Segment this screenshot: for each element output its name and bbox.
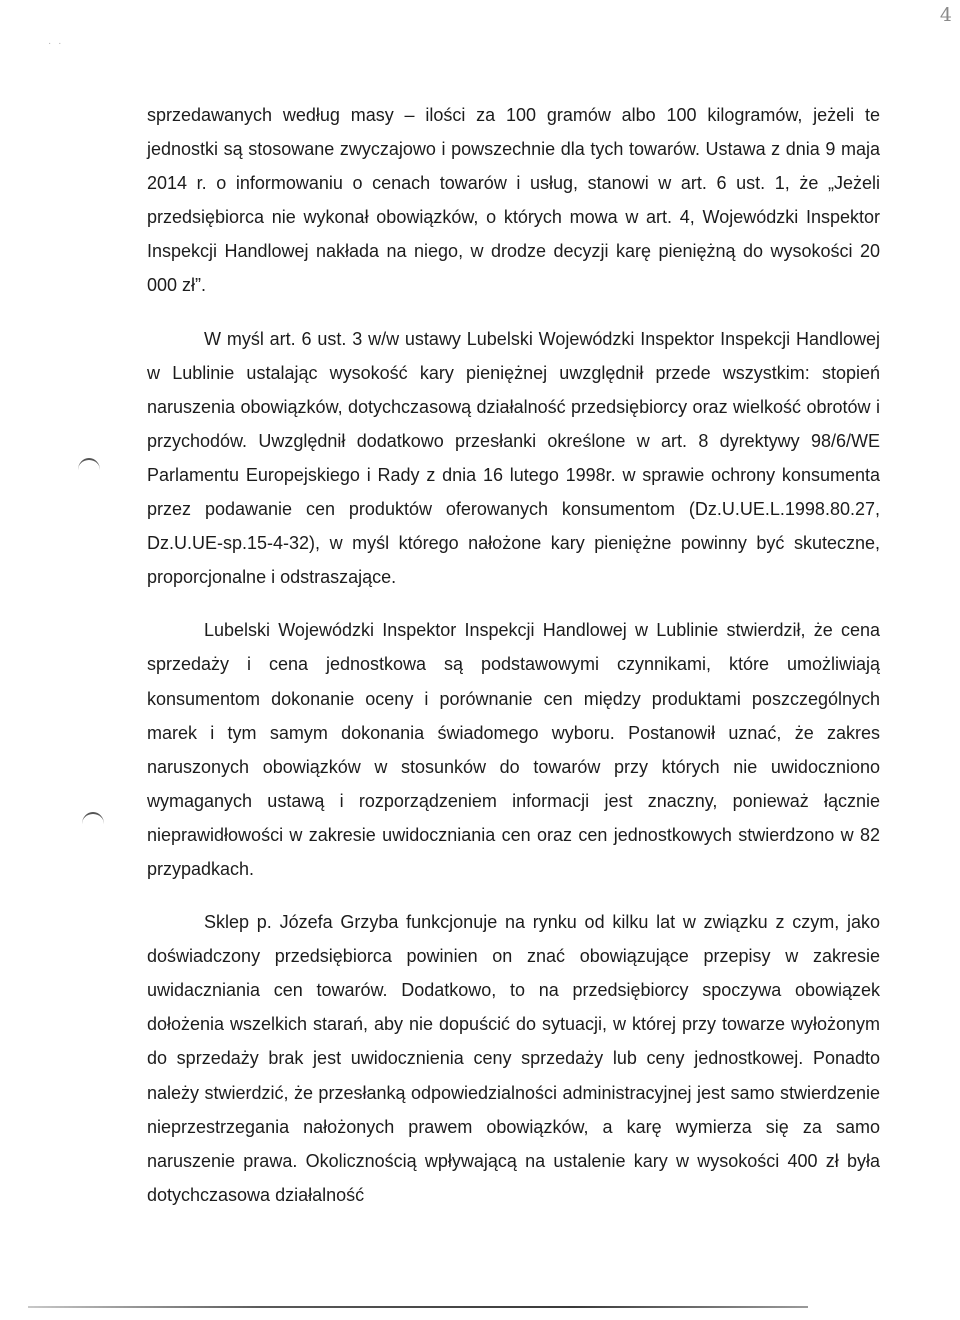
paragraph-inspector-findings: Lubelski Wojewódzki Inspektor Inspekcji Handlowej w Lublinie stwierdził, że cena sprzedaży i cena jednostkowa są podstawowymi czynnikami, które umożliwiają konsumentom dokonanie oceny i porównanie cen między produktami poszczególnych marek i tym samym dokonania świadomego wyboru. Postanowił uznać, że zakres naruszonych obowiązków w stosunków do towarów przy których nie uwidoczniono wymaganych ustawą i rozporządzeniem informacji jest znaczny, ponieważ łącznie nieprawidłowości w zakresie uwidoczniania cen oraz cen jednostkowych stwierdzono w 82 przypadkach. bbox=[147, 620, 880, 879]
paragraph-shop-responsibility: Sklep p. Józefa Grzyba funkcjonuje na rynku od kilku lat w związku z czym, jako doświadczony przedsiębiorca powinien on znać obowiązujące przepisy w zakresie uwidaczniania cen towarów. Dodatkowo, to na przedsiębiorcy spoczywa obowiązek dołożenia wszelkich starań, aby nie dopuścić do sytuacji, w której przy towarze wyłożonym do sprzedaży brak jest uwidocznienia ceny sprzedaży lub ceny jednostkowej. Ponadto należy stwierdzić, że przesłanką odpowiedzialności administracyjnej jest samo stwierdzenie nieprzestrzegania nałożonych prawem obowiązków, a karę wymierza się za samo naruszenie prawa. Okolicznością wpływającą na ustalenie kary w wysokości 400 zł była dotychczasowa działalność bbox=[147, 912, 880, 1205]
punch-hole-mark bbox=[78, 458, 100, 482]
scan-edge-line bbox=[28, 1306, 808, 1308]
page-number-mark: 4 bbox=[939, 4, 952, 26]
scan-artifact: · · bbox=[48, 38, 64, 49]
paragraph-unit-price-and-statute: sprzedawanych według masy – ilości za 100 gramów albo 100 kilogramów, jeżeli te jednostki są stosowane zwyczajowo i powszechnie dla tych towarów. Ustawa z dnia 9 maja 2014 r. o informowaniu o cenach towarów i usług, stanowi w art. 6 ust. 1, że „Jeżeli przedsiębiorca nie wykonał obowiązków, o których mowa w art. 4, Wojewódzki Inspektor Inspekcji Handlowej nakłada na niego, w drodze decyzji karę pieniężną do wysokości 20 000 zł”. bbox=[147, 105, 880, 296]
paragraph-penalty-criteria: W myśl art. 6 ust. 3 w/w ustawy Lubelski Wojewódzki Inspektor Inspekcji Handlowej w Lublinie ustalając wysokość kary pieniężnej uwzględnił przede wszystkim: stopień naruszenia obowiązków, dotychczasową działalność przedsiębiorcy oraz wielkość obrotów i przychodów. Uwzględnił dodatkowo przesłanki określone w art. 8 dyrektywy 98/6/WE Parlamentu Europejskiego i Rady z dnia 16 lutego 1998r. w sprawie ochrony konsumenta przez podawanie cen produktów oferowanych konsumentom (Dz.U.UE.L.1998.80.27, Dz.U.UE-sp.15-4-32), w myśl którego nałożone kary pieniężne powinny być skuteczne, proporcjonalne i odstraszające. bbox=[147, 328, 880, 588]
document-body bbox=[147, 98, 880, 1212]
punch-hole-mark bbox=[82, 812, 104, 836]
